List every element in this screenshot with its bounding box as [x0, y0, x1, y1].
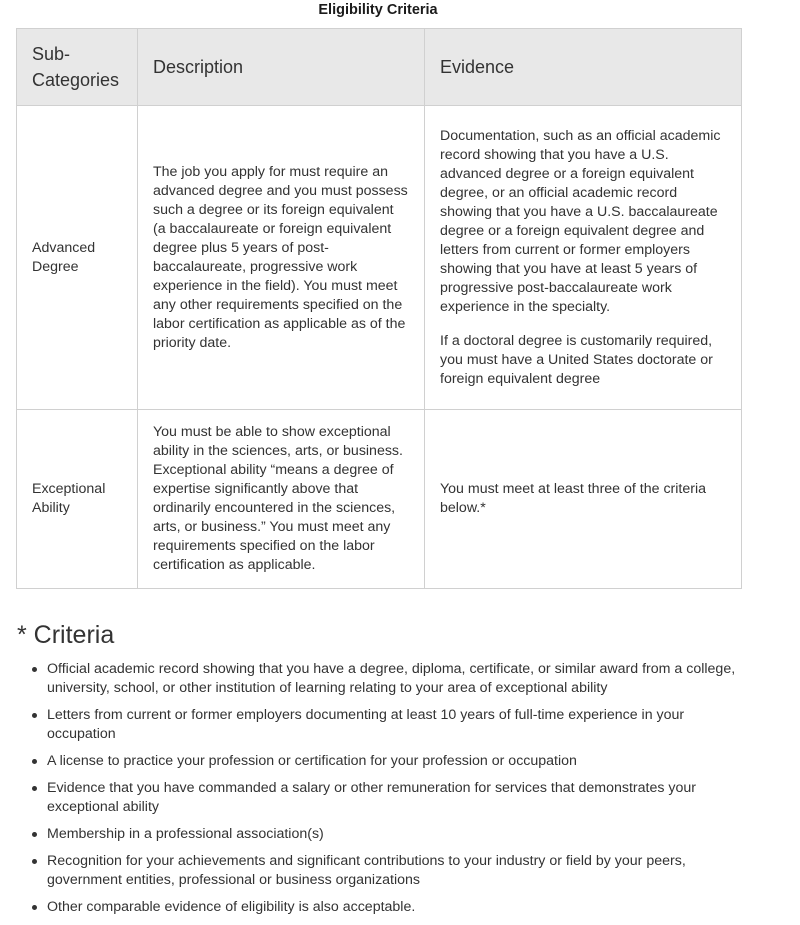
description-cell: You must be able to show exceptional ability in the sciences, arts, or business. Exceptional ability “means a degree of expertise significantly above that ordinarily encountered in the sciences, arts, or business.” You must meet any requirements specified on the labor certification as applicable.: [138, 410, 425, 589]
description-cell: The job you apply for must require an advanced degree and you must possess such a degree or its foreign equivalent (a baccalaureate or foreign equivalent degree plus 5 years of post-baccalaureate, progressive work experience in the field). You must meet any other requirements specified on the labor certification as applicable as of the priority date.: [138, 106, 425, 410]
evidence-paragraph: If a doctoral degree is customarily required, you must have a United States doctorate or foreign equivalent degree: [440, 332, 713, 387]
list-item: Other comparable evidence of eligibility is also acceptable.: [47, 898, 752, 917]
evidence-cell: [425, 410, 742, 589]
criteria-heading: * Criteria: [17, 621, 115, 649]
list-item: Recognition for your achievements and significant contributions to your industry or field by your peers, government entities, professional or business organizations: [47, 852, 752, 890]
table-caption: Eligibility Criteria: [318, 2, 438, 18]
header-description: Description: [138, 29, 425, 106]
list-item: Letters from current or former employers documenting at least 10 years of full-time experience in your occupation: [47, 706, 752, 744]
list-item: A license to practice your profession or certification for your profession or occupation: [47, 752, 752, 771]
list-item: Membership in a professional association(s): [47, 825, 752, 844]
header-evidence: Evidence: [425, 29, 742, 106]
eligibility-criteria-table: [16, 28, 742, 589]
evidence-paragraph: Documentation, such as an official academic record showing that you have a U.S. advanced degree or a foreign equivalent degree, or an official academic record showing that you have a U.S. baccalaureate degree or a foreign equivalent degree and letters from current or former employers showing that you have at least 5 years of progressive post-baccalaureate work experience in the specialty.: [440, 127, 721, 315]
list-item: Official academic record showing that you have a degree, diploma, certificate, or similar award from a college, university, school, or other institution of learning relating to your area of exceptional ability: [47, 660, 752, 698]
list-item: Evidence that you have commanded a salary or other remuneration for services that demonstrates your exceptional ability: [47, 779, 752, 817]
evidence-paragraph: You must meet at least three of the criteria below.*: [440, 481, 707, 516]
header-subcategories: Sub-Categories: [17, 29, 138, 106]
table-row: [17, 410, 742, 589]
subcategory-cell: Advanced Degree: [17, 106, 138, 410]
table-row: [17, 106, 742, 410]
evidence-cell: [425, 106, 742, 410]
table-header-row: [17, 29, 742, 106]
criteria-list: [47, 660, 752, 925]
subcategory-cell: Exceptional Ability: [17, 410, 138, 589]
